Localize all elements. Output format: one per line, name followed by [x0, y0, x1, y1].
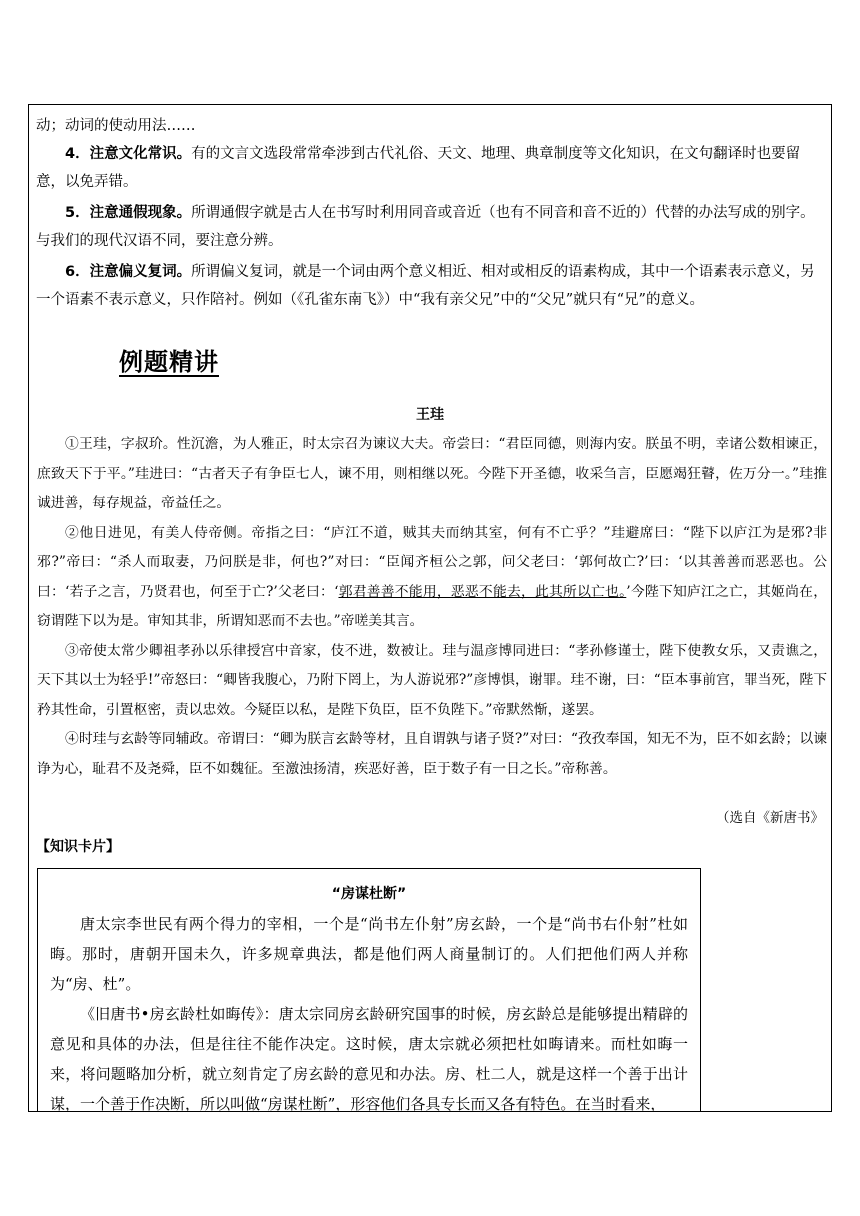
note-item-4-label: 4．注意文化常识。	[65, 146, 192, 162]
knowledge-card-paragraph-2: 《旧唐书•房玄龄杜如晦传》：唐太宗同房玄龄研究国事的时候，房玄龄总是能够提出精辟的意见和具体的办法，但是往往不能作决定。这时候，唐太宗就必须把杜如晦请来。而杜如晦一来，将问题略加分析，就立刻肯定了房玄龄的意见和办法。房、杜二人，就是这样一个善于出计谋，一个善于作决断，所以叫做“房谋杜断”，形容他们各具专长而又各有特色。在当时看来，	[50, 1005, 688, 1112]
passage-paragraph-2-b: ’今陛下知庐江之亡，其姬尚在，窃谓陛下以为是。审知其非，所谓知恶而不去也。”帝嗟美其言。	[37, 583, 827, 629]
passage-source: （选自《新唐书》	[716, 810, 824, 826]
knowledge-card-body	[38, 903, 700, 1112]
passage-paragraph-1: ①王珪，字叔玠。性沉澹，为人雅正，时太宗召为谏议大夫。帝尝曰：“君臣同德，则海内安。朕虽不明，幸诸公数相谏正，庶致天下于平。”珪进曰：“古者天子有争臣七人，谏不用，则相继以死。今陛下开圣德，收采刍言，臣愿竭狂瞽，佐万分一。”珪推诚进善，每存规益，帝益任之。	[37, 436, 827, 511]
note-item-6	[36, 258, 828, 314]
note-item-6-text: 所谓偏义复词，就是一个词由两个意义相近、相对或相反的语素构成，其中一个语素表示意义，另一个语素不表示意义，只作陪衬。例如（《孔雀东南飞》）中“我有亲父兄”中的“父兄”就只有“兄”的意义。	[36, 264, 815, 308]
knowledge-card	[37, 868, 701, 1112]
passage-title: 王珪	[416, 407, 444, 423]
passage-body	[37, 430, 827, 784]
notes-line0: 动；动词的使动用法……	[36, 118, 196, 134]
note-item-4-text: 有的文言文选段常常牵涉到古代礼俗、天文、地理、典章制度等文化知识，在文句翻译时也要留意，以免弄错。	[36, 146, 801, 190]
passage-paragraph-2-a: ②他日进见，有美人侍帝侧。帝指之曰：“庐江不道，贼其夫而纳其室，何有不亡乎？”珪避席曰：“陛下以庐江为是邪?非邪?”帝曰：“杀人而取妻，乃问朕是非，何也?”对曰：“臣闻齐桓公之郭，问父老曰：‘郭何故亡?’曰：‘以其善善而恶恶也。公曰：‘若子之言，乃贤君也，何至于亡?’父老曰：‘	[37, 524, 827, 600]
note-item-5-label: 5．注意通假现象。	[65, 205, 192, 221]
note-item-5-text: 所谓通假字就是古人在书写时利用同音或音近（也有不同音和音不近的）代替的办法写成的别字。与我们的现代汉语不同，要注意分辨。	[36, 205, 815, 249]
underlined-sentence: 郭君善善不能用，恶恶不能去，此其所以亡也。	[338, 583, 627, 600]
knowledge-card-paragraph-1: 唐太宗李世民有两个得力的宰相，一个是“尚书左仆射”房玄龄，一个是“尚书右仆射”杜如晦。那时，唐朝开国未久，许多规章典法，都是他们两人商量制订的。人们把他们两人并称为“房、杜”。	[50, 915, 688, 993]
knowledge-card-label: 【知识卡片】	[36, 839, 120, 855]
note-item-4	[36, 140, 828, 196]
passage-paragraph-2	[37, 519, 827, 637]
note-item-5	[36, 199, 828, 255]
knowledge-card-title: “房谋杜断”	[331, 886, 407, 902]
note-item-6-label: 6．注意偏义复词。	[65, 264, 192, 280]
passage-paragraph-4: ④时珪与玄龄等同辅政。帝谓曰：“卿为朕言玄龄等材，且自谓孰与诸子贤?”对曰：“孜孜奉国，知无不为，臣不如玄龄；以谏诤为心，耻君不及尧舜，臣不如魏征。至激浊扬清，疾恶好善，臣于数子有一日之长。”帝称善。	[37, 731, 827, 777]
passage-paragraph-3: ③帝使太常少卿祖孝孙以乐律授宫中音家，伎不进，数被让。珪与温彦博同进曰：“孝孙修谨士，陛下使教女乐，又责谯之，天下其以士为轻乎!”帝怒曰：“卿皆我腹心，乃附下罔上，为人游说邪?”彦博惧，谢罪。珪不谢，曰：“臣本事前宫，罪当死，陛下矜其性命，引置枢密，责以忠效。今疑臣以私，是陛下负臣，臣不负陛下。”帝默然惭，遂罢。	[37, 642, 827, 718]
section-heading: 例题精讲	[119, 348, 219, 376]
